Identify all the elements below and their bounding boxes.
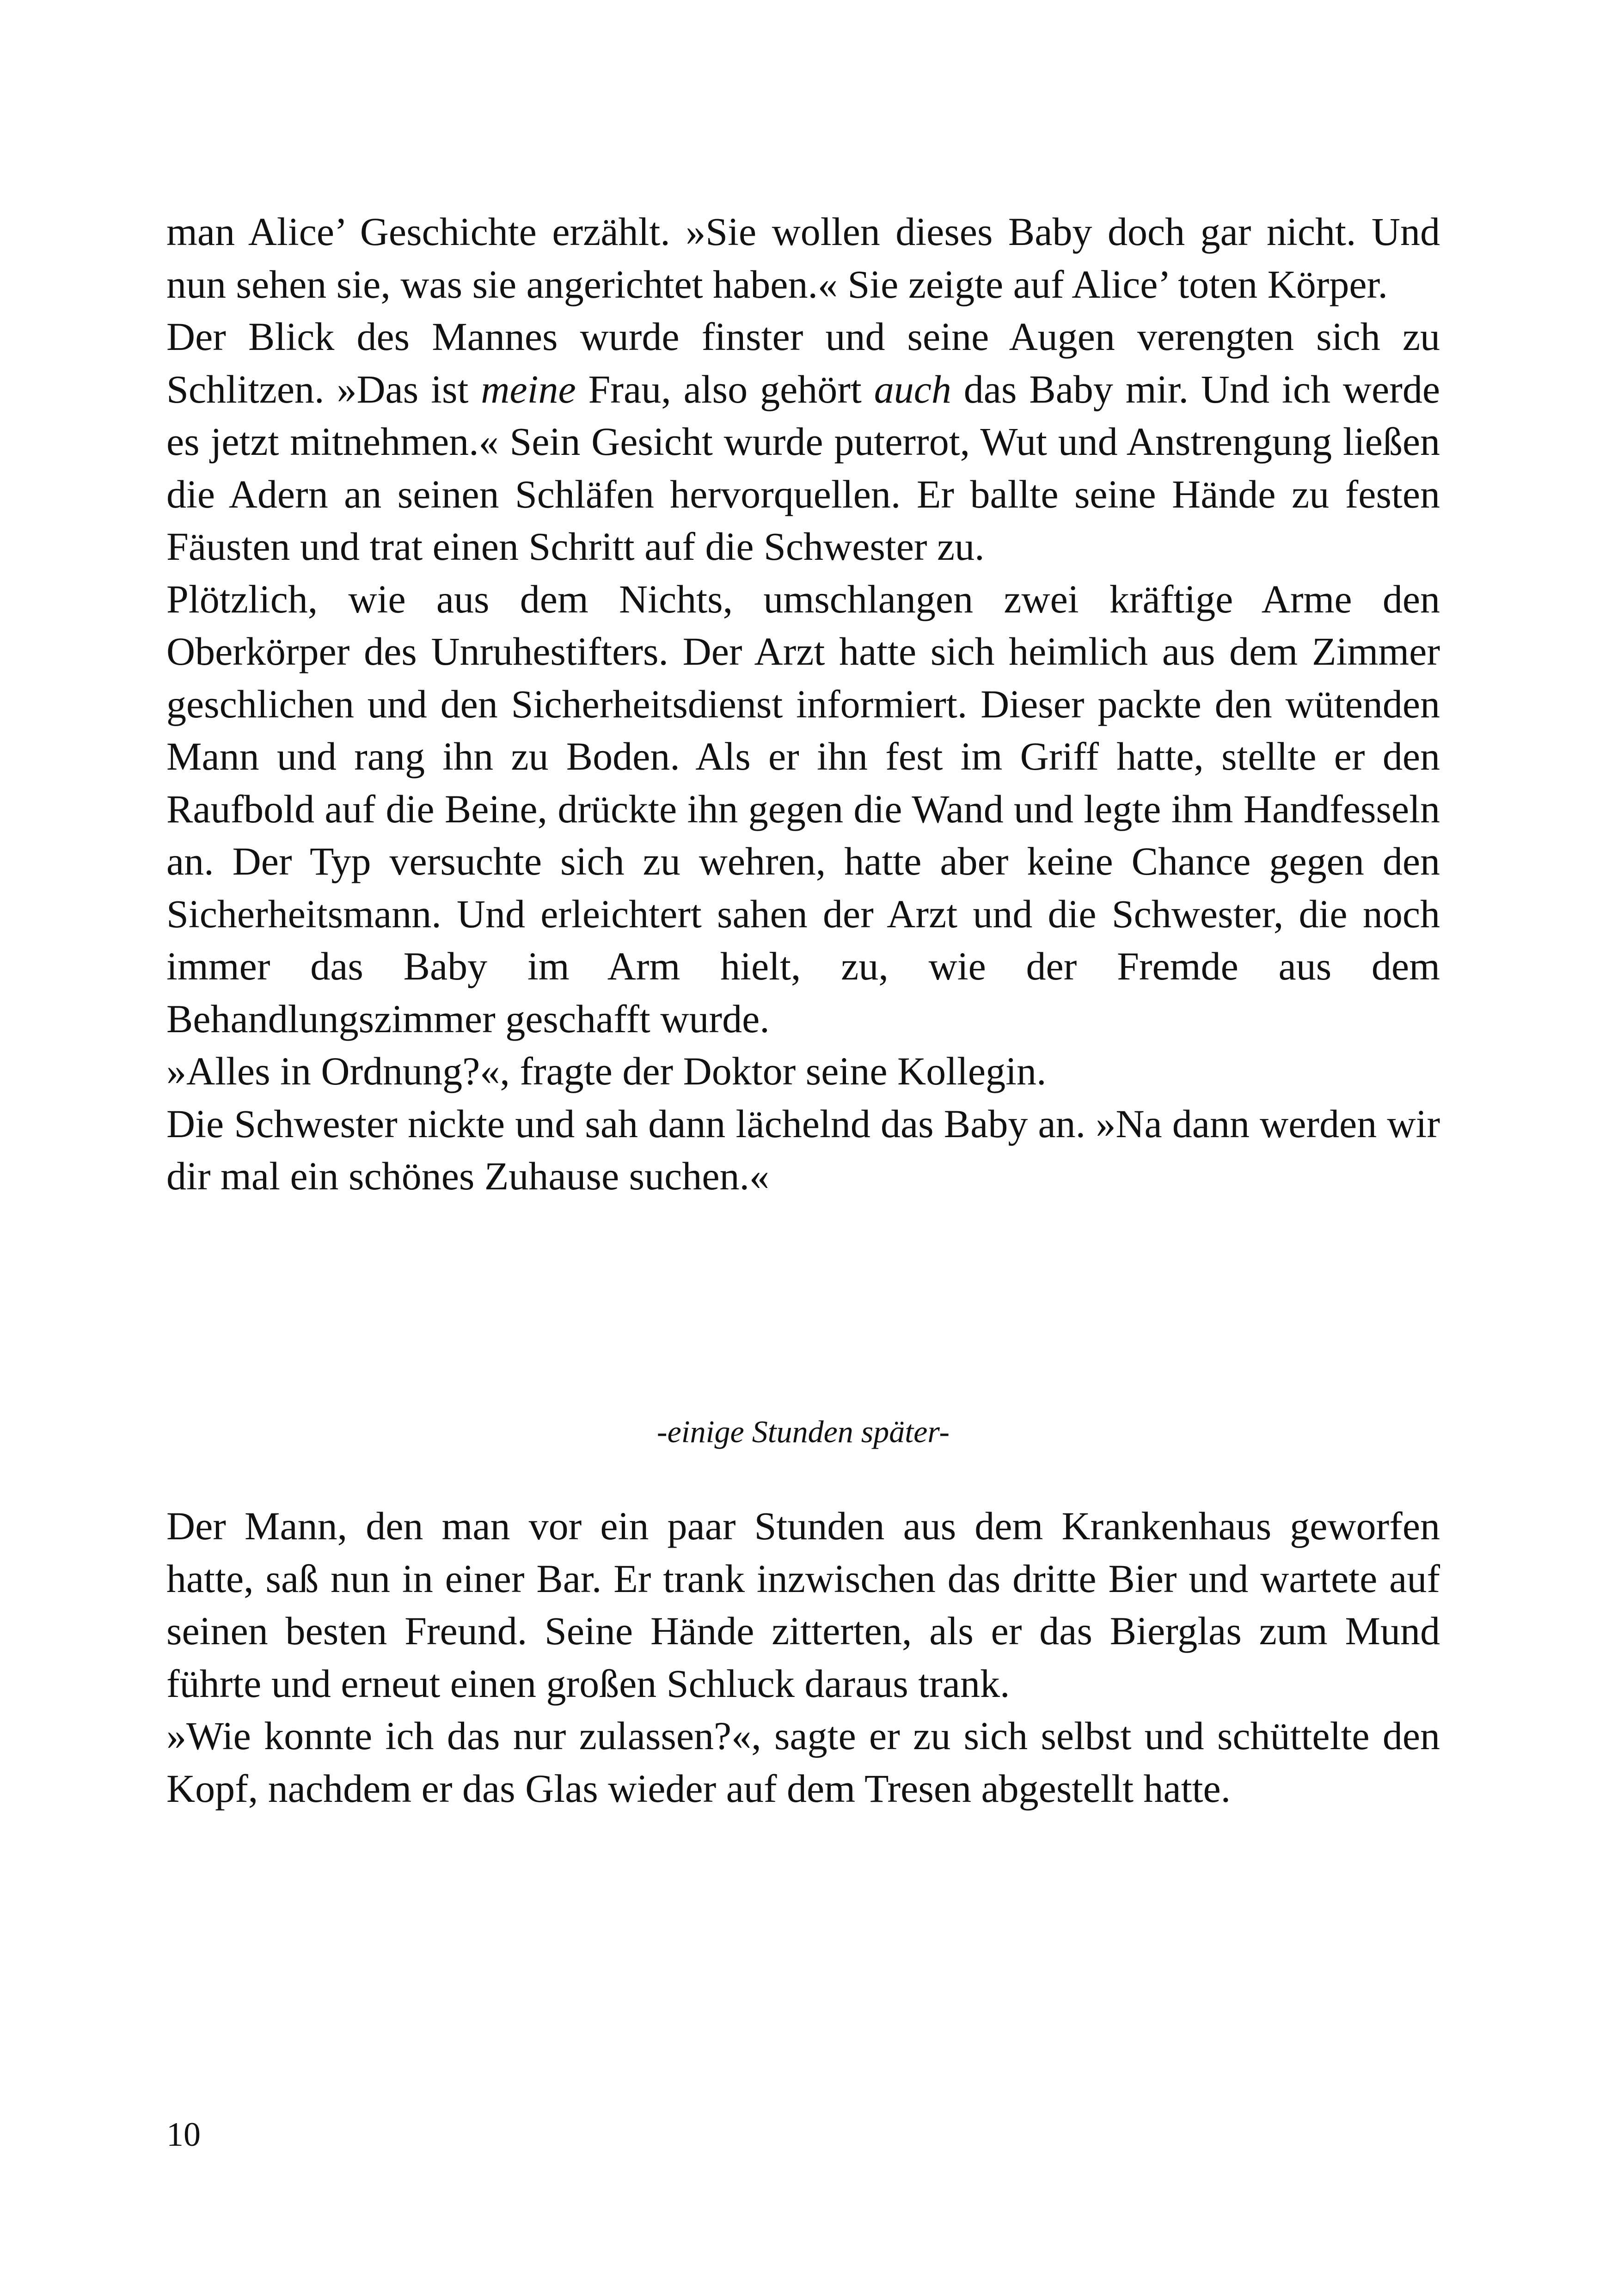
emphasis-text: auch <box>874 367 951 411</box>
text-run: man Alice’ Geschichte erzählt. »Sie wollen dieses Baby doch gar nicht. Und nun sehen sie, was sie angerichtet haben.« Sie zeigte auf Alice’ toten Körper. <box>166 209 1440 306</box>
body-text-part-2 <box>166 1500 1440 1815</box>
paragraph <box>166 1500 1440 1710</box>
text-run: »Alles in Ordnung?«, fragte der Doktor seine Kollegin. <box>166 1049 1047 1093</box>
text-run: das Baby mir. Und ich werde es jetzt mitnehmen.« Sein Gesicht wurde puterrot, Wut und Anstrengung ließen die Adern an seinen Schläfen hervorquellen. Er ballte seine Hände zu festen Fäusten und trat einen Schritt auf die Schwester zu. <box>166 367 1440 569</box>
paragraph <box>166 1045 1440 1098</box>
text-run: »Wie konnte ich das nur zulassen?«, sagte er zu sich selbst und schüttelte den Kopf, nachdem er das Glas wieder auf dem Tresen abgestellt hatte. <box>166 1714 1440 1811</box>
paragraph <box>166 1098 1440 1203</box>
text-run: Der Mann, den man vor ein paar Stunden aus dem Krankenhaus geworfen hatte, saß nun in einer Bar. Er trank inzwischen das dritte Bier und wartete auf seinen besten Freund. Seine Hände zitterten, als er das Bierglas zum Mund führte und erneut einen großen Schluck daraus trank. <box>166 1504 1440 1706</box>
scene-break: -einige Stunden später- <box>656 1414 950 1449</box>
paragraph <box>166 1710 1440 1815</box>
text-run: Plötzlich, wie aus dem Nichts, umschlangen zwei kräftige Arme den Oberkörper des Unruhestifters. Der Arzt hatte sich heimlich aus dem Zimmer geschlichen und den Sicherheitsdienst informiert. Dieser packte den wütenden Mann und rang ihn zu Boden. Als er ihn fest im Griff hatte, stellte er den Raufbold auf die Beine, drückte ihn gegen die Wand und legte ihm Handfesseln an. Der Typ versuchte sich zu wehren, hatte aber keine Chance gegen den Sicherheitsmann. Und erleichtert sahen der Arzt und die Schwester, die noch immer das Baby im Arm hielt, zu, wie der Fremde aus dem Behandlungszimmer geschafft wurde. <box>166 576 1440 1041</box>
page-number: 10 <box>166 2116 201 2154</box>
text-run: Frau, also gehört <box>576 367 874 411</box>
text-run: Die Schwester nickte und sah dann lächelnd das Baby an. »Na dann werden wir dir mal ein schönes Zuhause suchen.« <box>166 1101 1440 1198</box>
paragraph <box>166 311 1440 573</box>
paragraph <box>166 206 1440 311</box>
text-run: Der Blick des Mannes wurde finster und seine Augen verengten sich zu Schlitzen. »Das ist <box>166 314 1440 411</box>
body-text-part-1 <box>166 206 1440 1203</box>
emphasis-text: meine <box>481 367 576 411</box>
paragraph <box>166 573 1440 1046</box>
